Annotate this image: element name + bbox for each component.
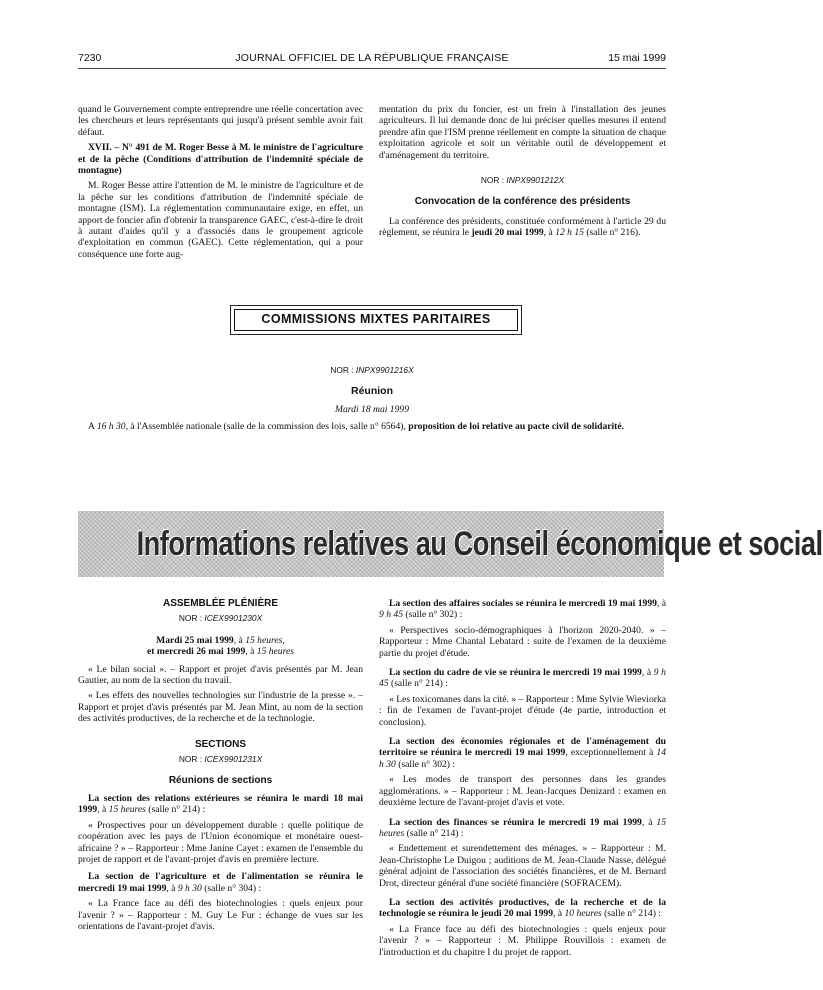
time: 15 heures: [245, 634, 283, 646]
date: jeudi 20 mai 1999: [471, 227, 544, 239]
text: (salle n° 302) :: [398, 758, 456, 770]
bold-text: La section des finances se réunira le mercredi 19 mai 1999: [389, 816, 642, 828]
bold-text: La section des relations extérieures se réunira le mardi 18 mai 1999: [78, 792, 363, 816]
time: 16 h 30: [96, 421, 126, 433]
nor-reference: [78, 613, 363, 624]
bold-text: La section des activités productives, de la recherche et de la technologie se réunira le jeudi 20 mai 1999: [379, 896, 666, 920]
section-entry: [379, 817, 666, 840]
bold-text: La section des économies régionales et de l'aménagement du territoire se réunira le mercredi 19 mai 1999: [379, 736, 666, 759]
section-heading: SECTIONS: [194, 738, 247, 750]
date-line: [78, 646, 363, 657]
time: 9 h 45: [379, 609, 403, 621]
nor-label: NOR :: [178, 613, 203, 624]
paragraph: « La France face au défi des biotechnologies : quels enjeux pour l'avenir ? » – Rapporteur : M. Philippe Rouvillois : examen de l'introduction et du chapitre I du projet de rapport.: [379, 923, 666, 958]
paragraph: « Les modes de transport des personnes dans les grandes agglomérations. » – Rapporteur : M. Jean-Jacques Denizard : examen en deuxième lecture de l'avant-projet d'avis et vote.: [379, 774, 666, 809]
section-entry: [379, 736, 666, 770]
page-header: [78, 52, 666, 68]
section-banner: [78, 511, 823, 577]
date-line: [78, 404, 666, 415]
text: (salle n° 216).: [586, 227, 641, 239]
time: 10 heures: [564, 908, 602, 920]
section-heading: Réunion: [351, 385, 393, 398]
text: (salle n° 214) :: [391, 678, 448, 690]
section-entry: [78, 871, 363, 894]
text: , à: [641, 816, 653, 828]
date: et mercredi 26 mai 1999: [147, 646, 246, 658]
nor-label: NOR :: [480, 175, 505, 186]
time: 15 heures: [256, 646, 294, 658]
nor-code: ICEX9901230X: [204, 613, 263, 624]
paragraph: « Prospectives pour un développement durable : quelle politique de coopération avec les pays de l'Union économique et monétaire ouest-africaine ? » – Rapporteur : Mme Janine Cayet : examen de l'ensemble du projet de rapport et de l'avant-projet d'avis en première lecture.: [78, 819, 363, 865]
text: , exceptionnellement à: [565, 747, 654, 759]
commissions-title-box: [230, 305, 522, 335]
text: , à: [543, 227, 553, 239]
paragraph: [78, 421, 666, 432]
text: (salle n° 214) :: [406, 827, 464, 839]
nor-code: INPX9901216X: [355, 365, 414, 375]
section-entry: [78, 793, 363, 816]
text: , à: [97, 804, 107, 816]
nor-label: NOR :: [178, 754, 203, 765]
paragraph: « Perspectives socio-démographiques à l'horizon 2020-2040. » – Rapporteur : Mme Chantal Lebatard : suite de l'examen de la deuxième partie du projet d'étude.: [379, 624, 666, 659]
text: , à: [641, 667, 652, 679]
page-number: 7230: [78, 52, 102, 64]
nor-code: ICEX9901231X: [204, 754, 263, 765]
question-title: [78, 142, 363, 176]
text: (salle n° 214) :: [604, 908, 661, 920]
text: , à: [166, 882, 176, 894]
text: (salle n° 214) :: [148, 804, 206, 816]
journal-title: JOURNAL OFFICIEL DE LA RÉPUBLIQUE FRANÇAISE: [235, 52, 509, 64]
bold-text: proposition de loi relative au pacte civil de solidarité.: [408, 421, 625, 433]
time: 12 h 15: [555, 227, 584, 239]
time: 15 heures: [379, 816, 666, 839]
header-rule: [78, 68, 666, 69]
section-heading: ASSEMBLÉE PLÉNIÈRE: [162, 598, 279, 609]
bold-text: La section du cadre de vie se réunira le mercredi 19 mai 1999: [389, 667, 642, 679]
nor-reference: [379, 175, 666, 186]
date-line: [78, 635, 363, 646]
section-entry: [379, 897, 666, 920]
text: , à: [553, 908, 563, 920]
paragraph: [379, 216, 666, 239]
paragraph: M. Roger Besse attire l'attention de M. le ministre de l'agriculture et de la pêche sur les conditions d'attribution de l'indemnité spéciale de montagne (ISM). La réglementation communautaire exige, en effet, un apport de foncier afin d'obtenir la transparence GAEC, c'est-à-dire le droit à autant d'aides qu'il y a d'associés dans le groupement agricole d'exploitation en commun (GAEC). Cette réglementation, qui a pour conséquence une forte aug-: [78, 180, 363, 260]
bottom-right-column: [379, 598, 666, 962]
section-entry: [379, 667, 666, 690]
text: ,: [282, 634, 285, 646]
bold-text: La section de l'agriculture et de l'alimentation se réunira le mercredi 19 mai 1999: [78, 871, 363, 894]
banner-title: Informations relatives au Conseil économique et social: [136, 525, 823, 563]
nor-code: INPX9901212X: [506, 175, 565, 186]
text: , à l'Assemblée nationale (salle de la commission des lois, salle n° 6564),: [125, 421, 406, 433]
paragraph: « Les toxicomanes dans la cité. » – Rapporteur : Mme Sylvie Wieviorka : fin de l'examen de l'avant-projet d'étude (4e partie, introduction et conclusion).: [379, 693, 666, 728]
subsection-heading: Réunions de sections: [168, 775, 273, 787]
time: 15 heures: [108, 804, 146, 816]
text: (salle n° 302) :: [405, 609, 463, 621]
date: Mardi 25 mai 1999: [156, 634, 234, 646]
text: , à: [245, 646, 255, 658]
time: 9 h 30: [177, 882, 202, 894]
paragraph: mentation du prix du foncier, est un frein à l'installation des jeunes agriculteurs. Il lui demande donc de lui préciser quelles mesures il entend prendre afin que l'ISM prenne réellement en compte la situation de chaque exploitation agricole et soit un véritable outil de développement et d'aménagement du territoire.: [379, 104, 666, 161]
paragraph: « Endettement et surendettement des ménages. » – Rapporteur : M. Jean-Christophe Le Duigou ; auditions de M. Jean-Claude Nasse, délégué général adjoint de l'association des sociétés financières, et de M. Bernard Drot, directeur général d'une société financière (SOFRACEM).: [379, 843, 666, 889]
top-right-column: [379, 104, 666, 243]
text: , à: [656, 598, 666, 609]
text: A: [88, 421, 95, 433]
top-left-column: [78, 104, 363, 264]
paragraph: quand le Gouvernement compte entreprendre une réelle concertation avec les chercheurs et leurs représentants qui jusqu'à présent semble avoir fait défaut.: [78, 104, 363, 138]
paragraph: « Le bilan social ». – Rapport et projet d'avis présentés par M. Jean Gautier, au nom de la section du travail.: [78, 663, 363, 687]
issue-date: 15 mai 1999: [608, 52, 666, 64]
commissions-title: COMMISSIONS MIXTES PARITAIRES: [234, 309, 518, 331]
bottom-left-column: [78, 598, 363, 936]
nor-label: NOR :: [330, 365, 354, 375]
time: 9 h 45: [379, 667, 666, 690]
date: Mardi 18 mai 1999: [335, 403, 409, 415]
nor-reference: [78, 754, 363, 765]
text: , à: [233, 634, 243, 646]
nor-reference: [78, 365, 666, 376]
paragraph: « La France face au défi des biotechnologies : quels enjeux pour l'avenir ? » – Rapporteur : M. Guy Le Fur : échange de vues sur les orientations de l'avant-projet d'avis.: [78, 898, 363, 932]
section-entry: [379, 598, 666, 621]
paragraph: « Les effets des nouvelles technologies sur l'industrie de la presse ». – Rapport et projet d'avis présentés par M. Jean Mint, au nom de la section des activités productives, de la recherche et de la technologie.: [78, 690, 363, 725]
text: La conférence des présidents, constituée conformément à l'article 29 du règlement, se réunira le: [379, 215, 666, 239]
commissions-section: [78, 363, 666, 437]
text: (salle n° 304) :: [204, 882, 262, 894]
question-title-text: XVII. – N° 491 de M. Roger Besse à M. le ministre de l'agriculture et de la pêche (Conditions d'attribution de l'indemnité spéciale de montagne): [78, 142, 363, 177]
time: 14 h 30: [379, 747, 667, 770]
section-heading: Convocation de la conférence des présidents: [414, 196, 631, 208]
bold-text: La section des affaires sociales se réunira le mercredi 19 mai 1999: [389, 598, 657, 609]
